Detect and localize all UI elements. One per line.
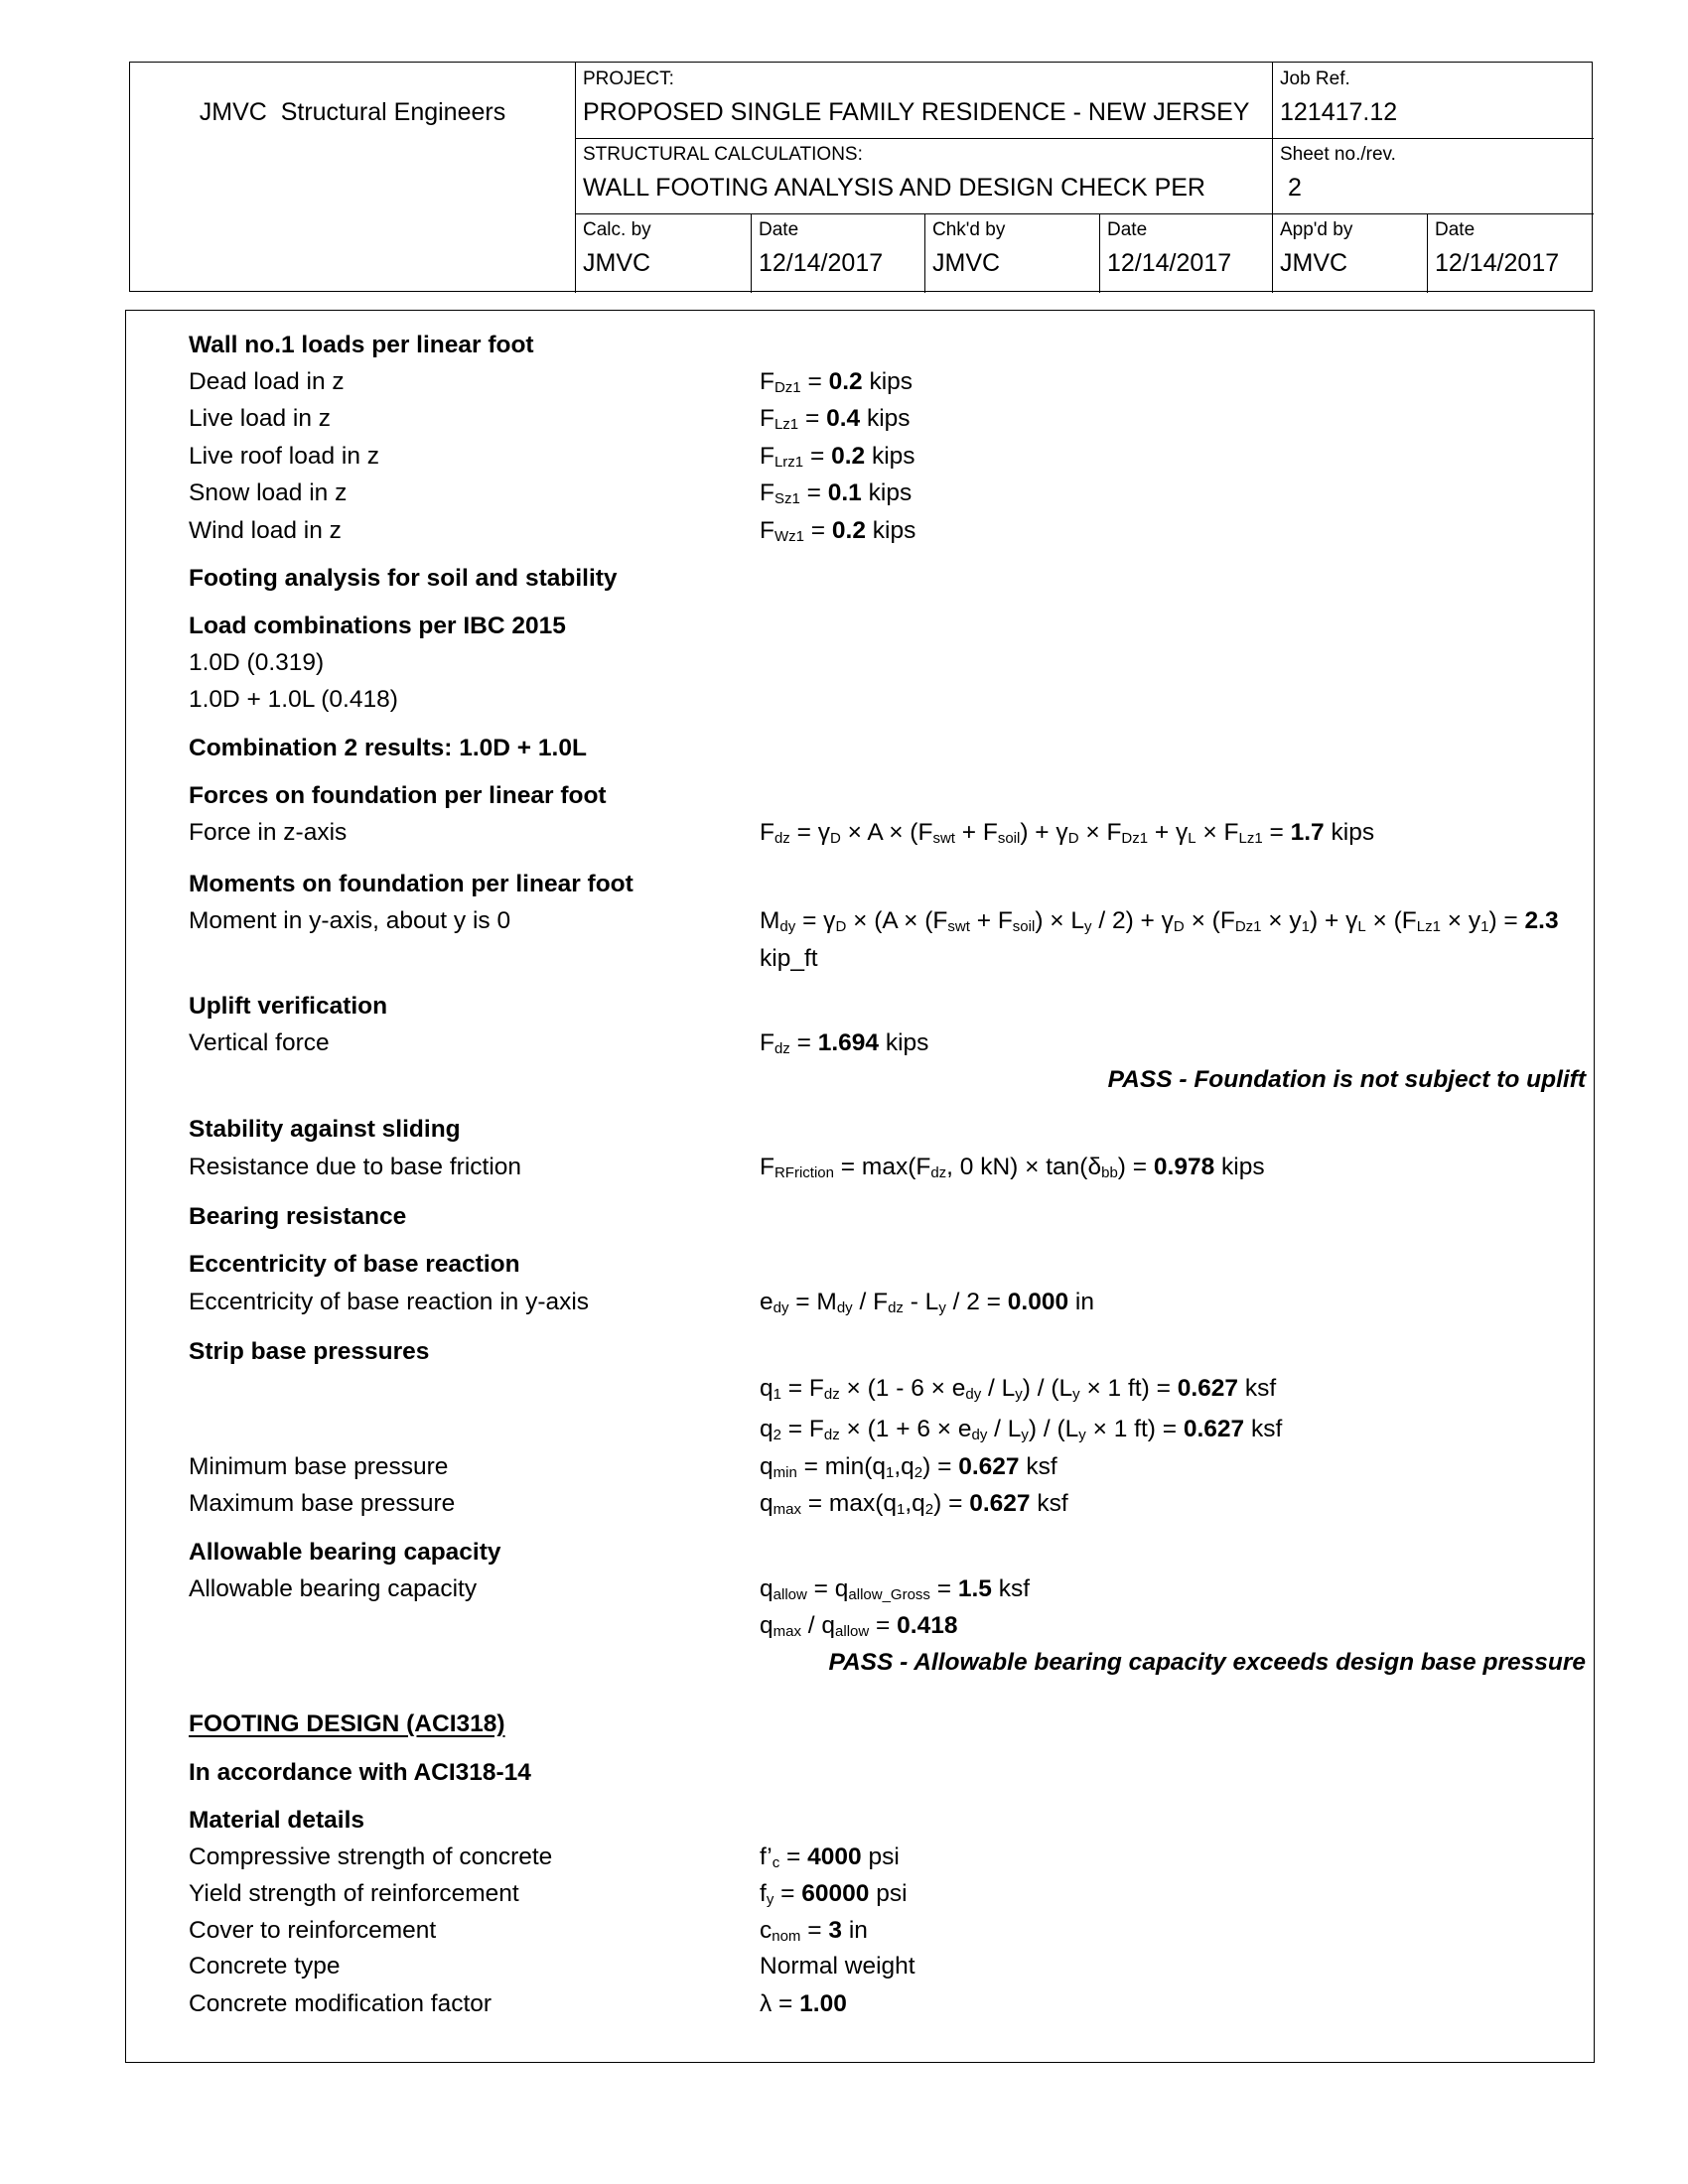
qmin-value: 0.627 [958, 1453, 1020, 1480]
bearing-ratio-value: 0.418 [897, 1612, 958, 1639]
qmax-formula: $q_{max} = \max(q_1,q_2) = 0.627$ ksf [760, 1490, 1068, 1518]
section-heading: Stability against sliding [189, 1116, 461, 1143]
vertical-force-formula: $F_{dz} = 1.694$ kips [760, 1029, 929, 1057]
wind-load-label: Wind load in z [189, 517, 342, 544]
fy-formula: $f_y = 60000$ psi [760, 1880, 908, 1908]
job-ref-value: 121417.12 [1280, 98, 1398, 126]
unit: psi [876, 1880, 908, 1907]
uplift-pass-status: PASS - Foundation is not subject to uplift [1107, 1066, 1586, 1093]
date-label: Date [1107, 219, 1148, 240]
date-cell [1427, 213, 1594, 293]
unit: kips [885, 1029, 929, 1056]
unit: kips [871, 443, 915, 470]
live-roof-load-value: 0.2 [831, 443, 866, 470]
friction-value: 0.978 [1153, 1154, 1215, 1180]
concrete-type-value: Normal weight [760, 1953, 915, 1979]
unit: kips [1331, 819, 1375, 846]
section-heading: Wall no.1 loads per linear foot [189, 332, 534, 358]
unit: ksf [1026, 1453, 1057, 1480]
section-heading: Uplift verification [189, 993, 388, 1020]
friction-label: Resistance due to base friction [189, 1154, 522, 1180]
snow-load-value: 0.1 [827, 479, 862, 506]
section-heading: Combination 2 results: 1.0D + 1.0L [189, 735, 587, 761]
live-roof-load-formula: $F_{Lrz1} = 0.2$ kips [760, 443, 915, 471]
checked-by-label: Chk'd by [932, 219, 1006, 240]
calculations-label: STRUCTURAL CALCULATIONS: [583, 144, 863, 165]
qmax-value: 0.627 [969, 1490, 1031, 1517]
lambda-value: 1.00 [799, 1990, 847, 2017]
cover-label: Cover to reinforcement [189, 1917, 437, 1944]
live-load-label: Live load in z [189, 405, 332, 432]
job-ref-cell [1272, 63, 1594, 138]
section-heading: Eccentricity of base reaction [189, 1251, 520, 1278]
approved-by-cell [1272, 213, 1427, 293]
section-heading: Moments on foundation per linear foot [189, 871, 633, 897]
section-heading: Allowable bearing capacity [189, 1539, 501, 1566]
vertical-force-value: 1.694 [817, 1029, 880, 1056]
checked-by-cell [924, 213, 1099, 293]
project-cell [575, 63, 1272, 138]
unit: in [848, 1917, 868, 1944]
bearing-ratio-formula: $q_{max} / q_{allow} = 0.418$ [760, 1612, 958, 1640]
force-z-label: Force in z-axis [189, 819, 348, 846]
lambda-formula: λ = 1.00 [760, 1990, 847, 2017]
project-value: PROPOSED SINGLE FAMILY RESIDENCE - NEW JERSEY [583, 98, 1250, 126]
bearing-pass-status: PASS - Allowable bearing capacity exceeds design base pressure [828, 1649, 1586, 1676]
date-label: Date [1435, 219, 1476, 240]
wind-load-formula: $F_{Wz1} = 0.2$ kips [760, 517, 916, 545]
moment-y-value: 2.3 [1524, 907, 1559, 934]
title-block [129, 62, 1593, 292]
lambda-label: Concrete modification factor [189, 1990, 492, 2017]
unit: kips [866, 405, 911, 432]
concrete-type-label: Concrete type [189, 1953, 341, 1979]
calc-by-value: JMVC [583, 249, 651, 277]
section-heading: Footing analysis for soil and stability [189, 565, 618, 592]
fc-formula: $f’_c = 4000$ psi [760, 1843, 900, 1871]
unit: ksf [1250, 1416, 1283, 1442]
eccentricity-y-formula: $e_{dy} = M_{dy} / F_{dz} - L_y / 2 = 0.000$ in [760, 1289, 1094, 1316]
fc-value: 4000 [807, 1843, 862, 1870]
dead-load-value: 0.2 [828, 368, 863, 395]
sheet-label: Sheet no./rev. [1280, 144, 1396, 165]
section-heading: Strip base pressures [189, 1338, 430, 1365]
section-heading: In accordance with ACI318-14 [189, 1759, 531, 1786]
allowable-bearing-label: Allowable bearing capacity [189, 1575, 478, 1602]
unit: kips [869, 368, 914, 395]
section-heading: Forces on foundation per linear foot [189, 782, 607, 809]
unit: kips [868, 479, 913, 506]
calculations-value: WALL FOOTING ANALYSIS AND DESIGN CHECK PER [583, 174, 1205, 202]
dead-load-label: Dead load in z [189, 368, 345, 395]
moment-y-formula: $M_{dy} = \gamma_D \times (A \times (F_{swt} + F_{soil}) \times L_y / 2) + \gamma_D \times (F_{Dz1} \times y_1) + \gamma_L \times (F_{Lz1} \times y_1) = 2.3$ [760, 907, 1559, 935]
fy-label: Yield strength of reinforcement [189, 1880, 519, 1907]
footing-design-heading: FOOTING DESIGN (ACI318) [189, 1710, 505, 1737]
project-label: PROJECT: [583, 68, 674, 89]
date-value: 12/14/2017 [1107, 249, 1232, 277]
approved-by-value: JMVC [1280, 249, 1348, 277]
section-heading: Material details [189, 1807, 365, 1834]
cover-formula: $c_{nom} = 3$ in [760, 1917, 868, 1945]
wind-load-value: 0.2 [831, 517, 866, 544]
section-heading: Load combinations per IBC 2015 [189, 613, 566, 639]
job-ref-label: Job Ref. [1280, 68, 1350, 89]
max-pressure-label: Maximum base pressure [189, 1490, 456, 1517]
load-combination-1: 1.0D (0.319) [189, 649, 325, 676]
cover-value: 3 [828, 1917, 842, 1944]
date-value: 12/14/2017 [759, 249, 884, 277]
date-cell [751, 213, 924, 293]
calc-by-cell [575, 213, 751, 293]
dead-load-formula: $F_{Dz1} = 0.2$ kips [760, 368, 914, 396]
moment-unit: kip_ft [760, 945, 818, 972]
snow-load-formula: $F_{Sz1} = 0.1$ kips [760, 479, 913, 507]
calc-by-label: Calc. by [583, 219, 651, 240]
unit: psi [868, 1843, 900, 1870]
unit: kips [1221, 1154, 1265, 1180]
section-heading: Bearing resistance [189, 1203, 407, 1230]
unit: kips [872, 517, 916, 544]
qmin-formula: $q_{min} = \min(q_1,q_2) = 0.627$ ksf [760, 1453, 1057, 1481]
unit: ksf [998, 1575, 1031, 1602]
approved-by-label: App'd by [1280, 219, 1353, 240]
live-roof-load-label: Live roof load in z [189, 443, 380, 470]
eccentricity-y-label: Eccentricity of base reaction in y-axis [189, 1289, 590, 1315]
snow-load-label: Snow load in z [189, 479, 348, 506]
sheet-cell [1272, 138, 1594, 213]
q2-formula: $q_2 = F_{dz} \times (1 + 6 \times e_{dy} / L_y) / (L_y \times 1$ ft) = 0.627 ksf [760, 1416, 1283, 1443]
company-name: JMVC Structural Engineers [199, 97, 506, 126]
fc-label: Compressive strength of concrete [189, 1843, 553, 1870]
checked-by-value: JMVC [932, 249, 1001, 277]
date-label: Date [759, 219, 799, 240]
calculations-cell [575, 138, 1272, 213]
force-z-formula: $F_{dz} = \gamma_D \times A \times (F_{swt} + F_{soil}) + \gamma_D \times F_{Dz1} + \gamma_L \times F_{Lz1} = 1.7$ kips [760, 819, 1375, 847]
q1-formula: $q_1 = F_{dz} \times (1 - 6 \times e_{dy} / L_y) / (L_y \times 1$ ft) = 0.627 ksf [760, 1375, 1277, 1403]
moment-y-label: Moment in y-axis, about y is 0 [189, 907, 511, 934]
qallow-value: 1.5 [957, 1575, 992, 1602]
live-load-value: 0.4 [826, 405, 861, 432]
unit: in [1074, 1289, 1094, 1315]
fy-value: 60000 [801, 1880, 870, 1907]
min-pressure-label: Minimum base pressure [189, 1453, 449, 1480]
force-z-value: 1.7 [1290, 819, 1325, 846]
date-value: 12/14/2017 [1435, 249, 1560, 277]
unit: ksf [1244, 1375, 1277, 1402]
date-cell [1099, 213, 1272, 293]
friction-formula: $F_{RFriction} = \max(F_{dz}$, 0 $kN) \times \tan(\delta_{bb}) = 0.978$ kips [760, 1154, 1265, 1181]
eccentricity-y-value: 0.000 [1007, 1289, 1069, 1315]
qallow-formula: $q_{allow} = q_{allow\_Gross} = 1.5$ ksf [760, 1575, 1031, 1603]
unit: ksf [1037, 1490, 1068, 1517]
q2-value: 0.627 [1183, 1416, 1245, 1442]
live-load-formula: $F_{Lz1} = 0.4$ kips [760, 405, 911, 433]
q1-value: 0.627 [1177, 1375, 1239, 1402]
calculation-body [125, 310, 1595, 2063]
sheet-value: 2 [1288, 174, 1302, 202]
vertical-force-label: Vertical force [189, 1029, 330, 1056]
load-combination-2: 1.0D + 1.0L (0.418) [189, 686, 398, 713]
